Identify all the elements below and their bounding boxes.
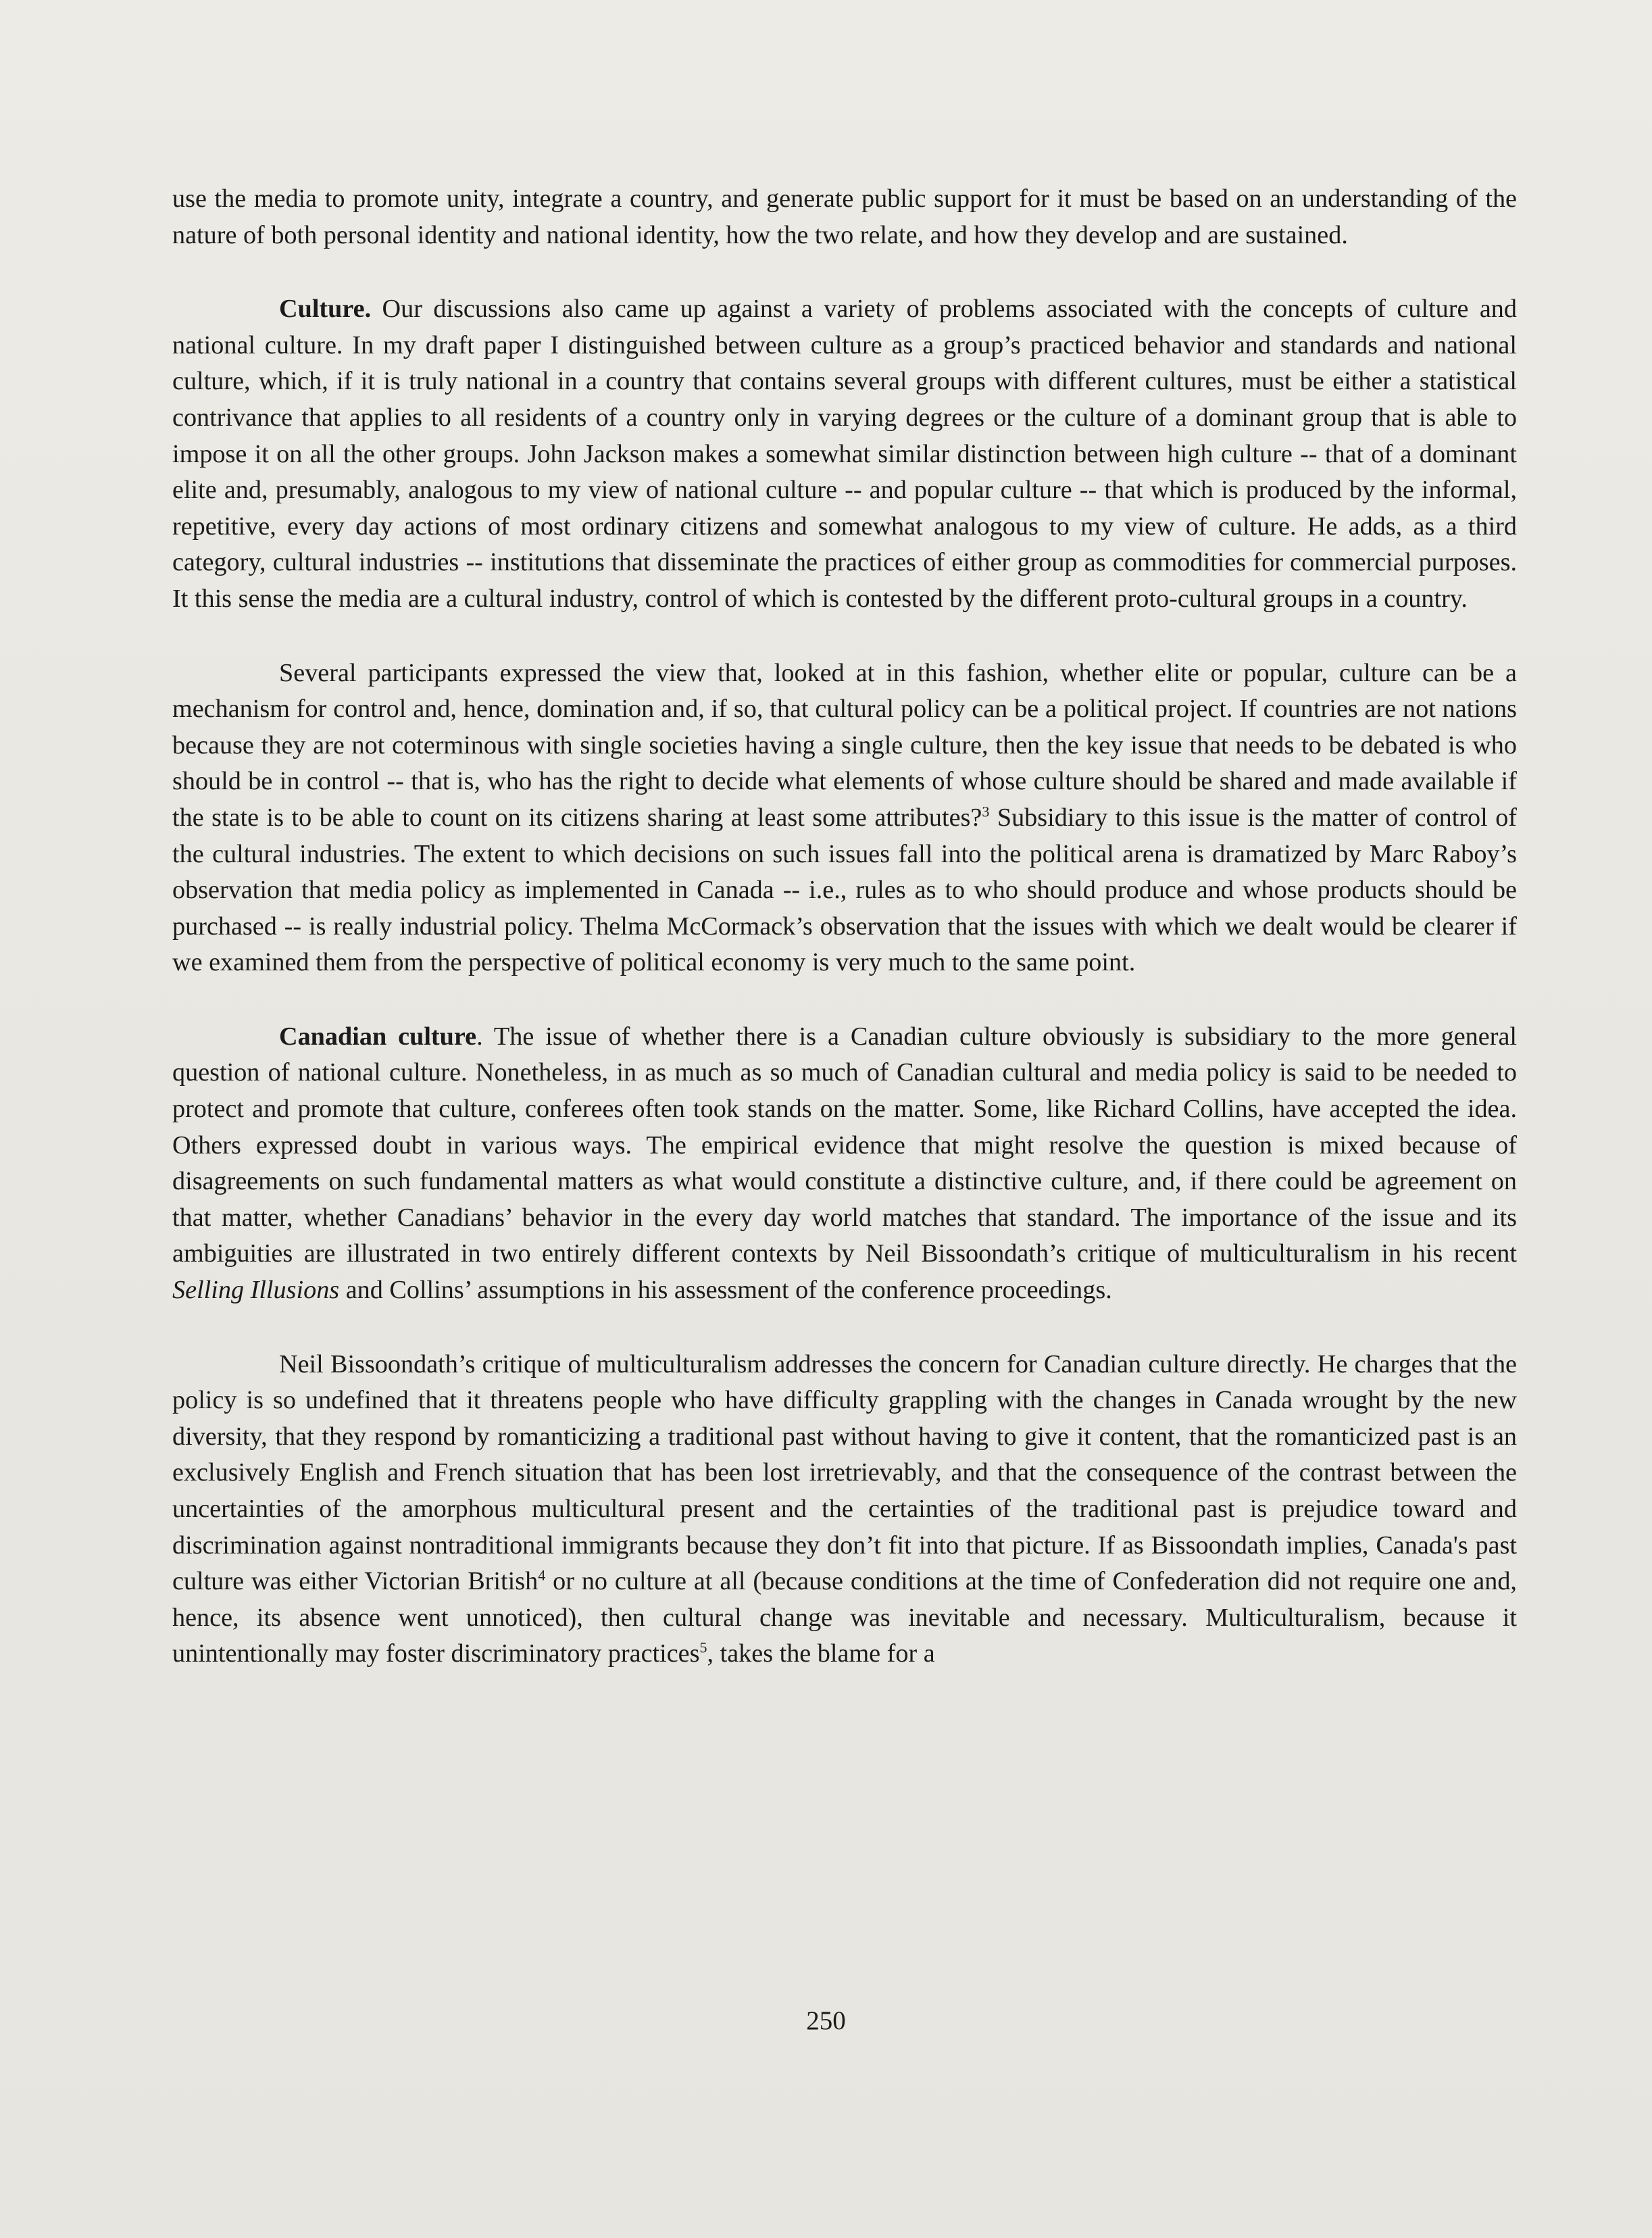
paragraph-participants <box>172 655 1517 981</box>
book-title: Selling Illusions <box>172 1276 340 1305</box>
paragraph-text: Our discussions also came up against a variety of problems associated with the concepts of culture and national culture. In my draft paper I distinguished between culture as a group’s practiced behavior and standards and national culture, which, if it is truly national in a country that contains several groups with different cultures, must be either a statistical contrivance that applies to all residents of a country only in varying degrees or the culture of a dominant group that is able to impose it on all the other groups. John Jackson makes a somewhat similar distinction between high culture -- that of a dominant elite and, presumably, analogous to my view of national culture -- and popular culture -- that which is produced by the informal, repetitive, every day actions of most ordinary citizens and somewhat analogous to my view of culture. He adds, as a third category, cultural industries -- institutions that disseminate the practices of either group as commodities for commercial purposes. It this sense the media are a cultural industry, control of which is contested by the different proto-cultural groups in a country. <box>172 295 1517 613</box>
section-heading-culture: Culture. <box>279 295 372 324</box>
paragraph-bissoondath <box>172 1347 1517 1672</box>
footnote-marker: 3 <box>982 803 990 820</box>
paragraph-text: use the media to promote unity, integrate a country, and generate public support for it must be based on an understanding of the nature of both personal identity and national identity, how the two relate, and how they develop and are sustained. <box>172 184 1517 249</box>
paragraph-culture <box>172 291 1517 617</box>
paragraph-text: Several participants expressed the view that, looked at in this fashion, whether elite or popular, culture can be a mechanism for control and, hence, domination and, if so, that cultural policy can be a political project. If countries are not nations because they are not coterminous with single societies having a single culture, then the key issue that needs to be debated is who should be in control -- that is, who has the right to decide what elements of whose culture should be shared and made available if the state is to be able to count on its citizens sharing at least some attributes? <box>172 658 1517 832</box>
paragraph-canadian-culture <box>172 1019 1517 1309</box>
paragraph-text: and Collins’ assumptions in his assessment of the conference proceedings. <box>339 1276 1112 1305</box>
body-text <box>172 181 1517 1710</box>
paragraph-text: . The issue of whether there is a Canadian culture obviously is subsidiary to the more general question of national culture. Nonetheless, in as much as so much of Canadian cultural and media policy is said to be needed to protect and promote that culture, conferees often took stands on the matter. Some, like Richard Collins, have accepted the idea. Others expressed doubt in various ways. The empirical evidence that might resolve the question is mixed because of disagreements on such fundamental matters as what would constitute a distinctive culture, and, if there could be agreement on that matter, whether Canadians’ behavior in the every day world matches that standard. The importance of the issue and its ambiguities are illustrated in two entirely different contexts by Neil Bissoondath’s critique of multiculturalism in his recent <box>172 1022 1517 1268</box>
paragraph-text: or no culture at all (because conditions at the time of Confederation did not require one and, hence, its absence went unnoticed), then cultural change was inevitable and necessary. Multiculturalism, because it unintentionally may foster discriminatory practices <box>172 1567 1517 1668</box>
paragraph-text: Subsidiary to this issue is the matter of control of the cultural industries. The extent to which decisions on such issues fall into the political arena is dramatized by Marc Raboy’s observation that media policy as implemented in Canada -- i.e., rules as to who should produce and whose products should be purchased -- is really industrial policy. Thelma McCormack’s observation that the issues with which we dealt would be clearer if we examined them from the perspective of political economy is very much to the same point. <box>172 803 1518 977</box>
footnote-marker: 5 <box>699 1639 707 1656</box>
paragraph-text: Neil Bissoondath’s critique of multiculturalism addresses the concern for Canadian culture directly. He charges that the policy is so undefined that it threatens people who have difficulty grappling with the changes in Canada wrought by the new diversity, that they respond by romanticizing a traditional past without having to give it content, that the romanticized past is an exclusively English and French situation that has been lost irretrievably, and that the consequence of the contrast between the uncertainties of the amorphous multicultural present and the certainties of the traditional past is prejudice toward and discrimination against nontraditional immigrants because they don’t fit into that picture. If as Bissoondath implies, Canada's past culture was either Victorian British <box>172 1349 1517 1596</box>
paragraph-text: , takes the blame for a <box>707 1639 935 1668</box>
section-heading-canadian-culture: Canadian culture <box>279 1022 477 1051</box>
footnote-marker: 4 <box>538 1566 546 1584</box>
page-number: 250 <box>806 2006 846 2035</box>
paragraph-continuation <box>172 181 1517 253</box>
